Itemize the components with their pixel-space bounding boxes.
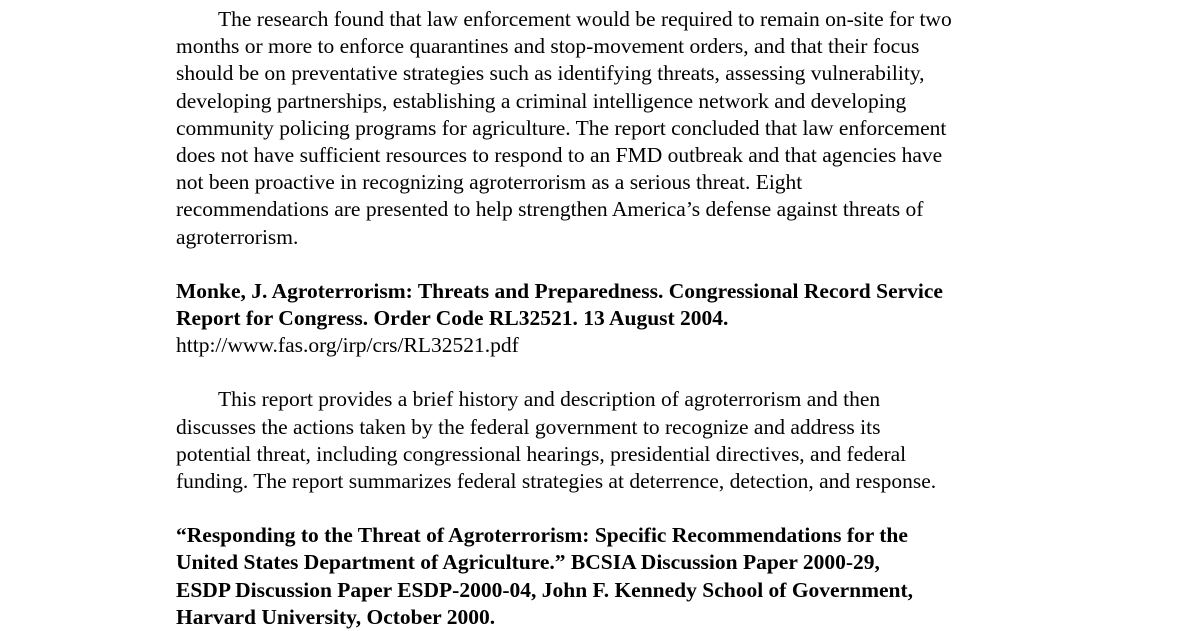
summary-paragraph-report: This report provides a brief history and description of agroterrorism and then discusses the actions taken by the federal government to recognize and address its potential threat, including congressional hearings, presidential directives, and federal funding. The report summarizes federal strategies at deterrence, detection, and response. <box>176 387 937 494</box>
paragraph-spacer <box>176 359 1036 386</box>
citation-responding-to-threat: “Responding to the Threat of Agroterrorism: Specific Recommendations for the United States Department of Agriculture.” BCSIA Discussion Paper 2000-29, ESDP Discussion Paper ESDP-2000-04, John F. Kennedy School of Government, Harvard University, October 2000. <box>176 523 914 629</box>
citation-link[interactable]: http://www.fas.org/irp/crs/RL32521.pdf <box>176 333 519 358</box>
citation-monke-agroterrorism: Monke, J. Agroterrorism: Threats and Preparedness. Congressional Record Service Report for Congress. Order Code RL32521. 13 August 2004. <box>176 278 943 331</box>
paragraph-spacer <box>176 251 1036 278</box>
paragraph-spacer <box>176 495 1036 522</box>
document-page <box>176 6 1036 631</box>
summary-paragraph-law-enforcement: The research found that law enforcement would be required to remain on-site for two months or more to enforce quarantines and stop-movement orders, and that their focus should be on preventative strategies such as identifying threats, assessing vulnerability, developing partnerships, establishing a criminal intelligence network and developing community policing programs for agriculture. The report concluded that law enforcement does not have sufficient resources to respond to an FMD outbreak and that agencies have not been proactive in recognizing agroterrorism as a serious threat. Eight recommendations are presented to help strengthen America’s defense against threats of agroterrorism. <box>176 7 952 249</box>
